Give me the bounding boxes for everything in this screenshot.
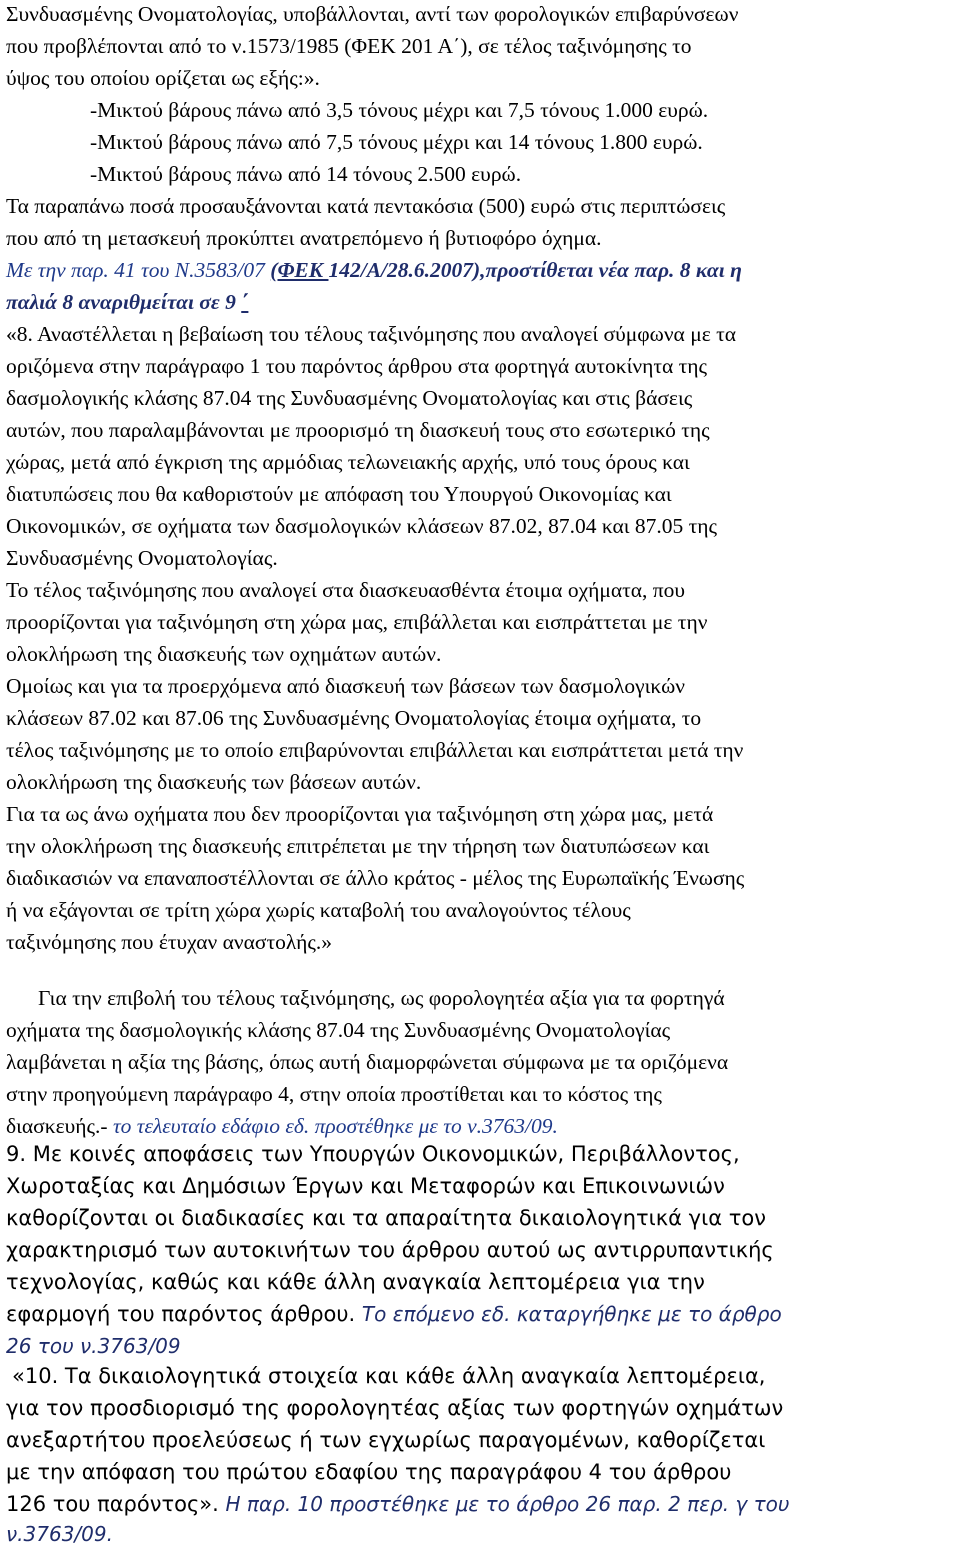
amendment-note: ν.3763/09. xyxy=(6,1522,113,1546)
text-line: Συνδυασμένης Ονοματολογίας. xyxy=(6,546,278,570)
text-line: καθορίζονται οι διαδικασίες και τα απαραίτητα δικαιολογητικά για τον xyxy=(6,1206,766,1230)
text-line: οχήματα της δασμολογικής κλάσης 87.04 της Συνδυασμένης Ονοματολογίας xyxy=(6,1018,671,1042)
text-line: ολοκλήρωση της διασκευής των βάσεων αυτών. xyxy=(6,770,422,794)
text-line: 126 του παρόντος». Η παρ. 10 προστέθηκε με το άρθρο 26 παρ. 2 περ. γ του xyxy=(6,1492,790,1516)
text-line: τεχνολογίας, καθώς και κάθε άλλη αναγκαία λεπτομέρεια για την xyxy=(6,1270,705,1294)
text-line: την ολοκλήρωση της διασκευής επιτρέπεται με την τήρηση των διατυπώσεων και xyxy=(6,834,710,858)
list-item: -Μικτού βάρους πάνω από 3,5 τόνους μέχρι και 7,5 τόνους 1.000 ευρώ. xyxy=(90,98,709,122)
text-line: Για τα ως άνω οχήματα που δεν προορίζονται για ταξινόμηση στη χώρα μας, μετά xyxy=(6,802,714,826)
text-line: χώρας, μετά από έγκριση της αρμόδιας τελωνειακής αρχής, υπό τους όρους και xyxy=(6,450,690,474)
text-line: Για την επιβολή του τέλους ταξινόμησης, ως φορολογητέα αξία για τα φορτηγά xyxy=(38,986,725,1010)
amendment-note: 26 του ν.3763/09 xyxy=(6,1334,181,1358)
amendment-note-text: 142/Α/28.6.2007),προστίθεται νέα παρ. 8 και η xyxy=(328,258,742,282)
text-line: Οικονομικών, σε οχήματα των δασμολογικών κλάσεων 87.02, 87.04 και 87.05 της xyxy=(6,514,718,538)
text-line: 9. Με κοινές αποφάσεις των Υπουργών Οικονομικών, Περιβάλλοντος, xyxy=(6,1142,740,1166)
text-line: χαρακτηρισμό των αυτοκινήτων του άρθρου αυτού ως αντιρρυπαντικής xyxy=(6,1238,774,1262)
amendment-note xyxy=(6,260,742,282)
list-item: -Μικτού βάρους πάνω από 7,5 τόνους μέχρι και 14 τόνους 1.800 ευρώ. xyxy=(90,130,703,154)
text-line: δασμολογικής κλάσης 87.04 της Συνδυασμένης Ονοματολογίας και στις βάσεις xyxy=(6,386,693,410)
text-line: ή να εξάγονται σε τρίτη χώρα χωρίς καταβολή του αναλογούντος τέλους xyxy=(6,898,631,922)
text-line: ανεξαρτήτου προελεύσεως ή των εγχωρίως παραγομένων, καθορίζεται xyxy=(6,1428,766,1452)
amendment-note-fek: (ΦΕΚ xyxy=(270,258,329,282)
text-line: αυτών, που παραλαμβάνονται με προορισμό τη διασκευή τους στο εσωτερικό της xyxy=(6,418,710,442)
text-line: κλάσεων 87.02 και 87.06 της Συνδυασμένης Ονοματολογίας έτοιμα οχήματα, το xyxy=(6,706,702,730)
text-line: λαμβάνεται η αξία της βάσης, όπως αυτή διαμορφώνεται σύμφωνα με τα οριζόμενα xyxy=(6,1050,729,1074)
text-line: Το τέλος ταξινόμησης που αναλογεί στα διασκευασθέντα έτοιμα οχήματα, που xyxy=(6,578,686,602)
amendment-note: Η παρ. 10 προστέθηκε με το άρθρο 26 παρ. 2 περ. γ του xyxy=(225,1492,790,1516)
list-item: -Μικτού βάρους πάνω από 14 τόνους 2.500 ευρώ. xyxy=(90,162,522,186)
amendment-note-intro: Με την παρ. 41 του Ν.3583/07 xyxy=(6,258,271,282)
text-line: ταξινόμησης που έτυχαν αναστολής.» xyxy=(6,930,332,954)
amendment-note-line2: παλιά 8 αναριθμείται σε 9 ΄ xyxy=(6,290,249,314)
text-line: διασκευής.- το τελευταίο εδάφιο εδ. προστέθηκε με το ν.3763/09. xyxy=(6,1114,558,1138)
text-line: ύψος του οποίου ορίζεται ως εξής:». xyxy=(6,66,320,90)
text-line: Τα παραπάνω ποσά προσαυξάνονται κατά πεντακόσια (500) ευρώ στις περιπτώσεις xyxy=(6,194,726,218)
text-line: οριζόμενα στην παράγραφο 1 του παρόντος άρθρου στα φορτηγά αυτοκίνητα της xyxy=(6,354,708,378)
text-line: με την απόφαση του πρώτου εδαφίου της παραγράφου 4 του άρθρου xyxy=(6,1460,732,1484)
text-line: στην προηγούμενη παράγραφο 4, στην οποία προστίθεται και το κόστος της xyxy=(6,1082,662,1106)
text-line: Χωροταξίας και Δημόσιων Έργων και Μεταφορών και Επικοινωνιών xyxy=(6,1174,725,1198)
text-line: για τον προσδιορισμό της φορολογητέας αξίας των φορτηγών οχημάτων xyxy=(6,1396,784,1420)
text-line: «8. Αναστέλλεται η βεβαίωση του τέλους ταξινόμησης που αναλογεί σύμφωνα με τα xyxy=(6,322,737,346)
text-line: τέλος ταξινόμησης με το οποίο επιβαρύνονται επιβάλλεται και εισπράττεται μετά την xyxy=(6,738,744,762)
text-line: «10. Τα δικαιολογητικά στοιχεία και κάθε άλλη αναγκαία λεπτομέρεια, xyxy=(12,1364,766,1388)
text-line: προορίζονται για ταξινόμηση στη χώρα μας, επιβάλλεται και εισπράττεται με την xyxy=(6,610,708,634)
text-line: που από τη μετασκευή προκύπτει ανατρεπόμενο ή βυτιοφόρο όχημα. xyxy=(6,226,602,250)
text-line: Συνδυασμένης Ονοματολογίας, υποβάλλονται, αντί των φορολογικών επιβαρύνσεων xyxy=(6,2,739,26)
text-line: Ομοίως και για τα προερχόμενα από διασκευή των βάσεων των δασμολογικών xyxy=(6,674,685,698)
text-line: που προβλέπονται από το ν.1573/1985 (ΦΕΚ 201 Α΄), σε τέλος ταξινόμησης το xyxy=(6,34,692,58)
amendment-note: Το επόμενο εδ. καταργήθηκε με το άρθρο xyxy=(361,1302,782,1326)
text-line: διατυπώσεις που θα καθοριστούν με απόφαση του Υπουργού Οικονομίας και xyxy=(6,482,672,506)
text-line: διαδικασιών να επαναποστέλλονται σε άλλο κράτος - μέλος της Ευρωπαϊκής Ένωσης xyxy=(6,866,745,890)
amendment-note: το τελευταίο εδάφιο εδ. προστέθηκε με το ν.3763/09. xyxy=(112,1114,558,1138)
text-line: ολοκλήρωση της διασκευής των οχημάτων αυτών. xyxy=(6,642,442,666)
text-line: εφαρμογή του παρόντος άρθρου. Το επόμενο εδ. καταργήθηκε με το άρθρο xyxy=(6,1302,782,1326)
